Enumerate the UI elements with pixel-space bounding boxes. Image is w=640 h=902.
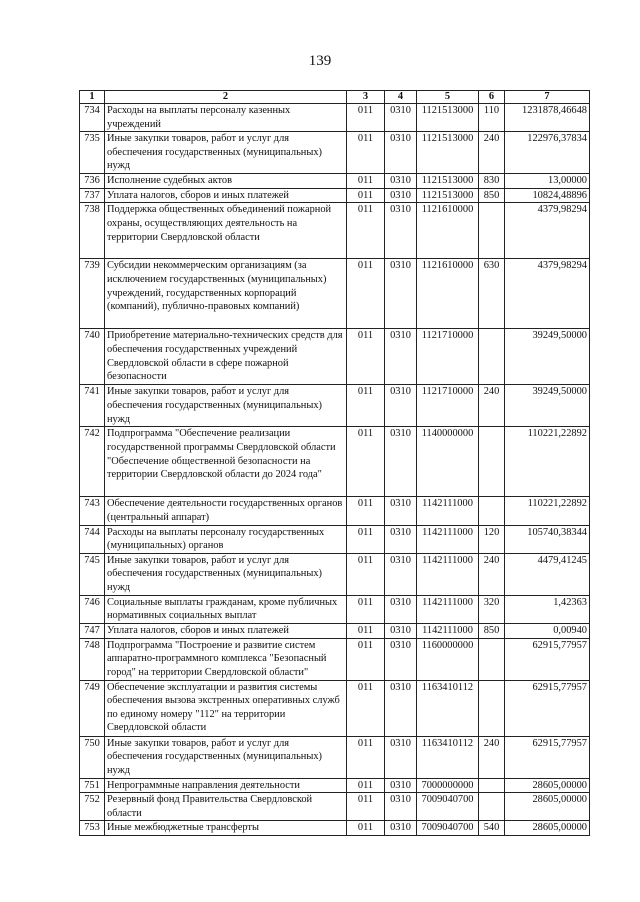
row-section-code: 0310 (385, 793, 417, 821)
table-row (80, 638, 590, 680)
row-ministry-code: 011 (347, 821, 385, 836)
row-section-code: 0310 (385, 497, 417, 525)
row-section-code: 0310 (385, 259, 417, 329)
table-row (80, 104, 590, 132)
row-target-code: 1142111000 (417, 525, 479, 553)
row-expense-type (479, 497, 505, 525)
row-section-code: 0310 (385, 427, 417, 497)
row-section-code: 0310 (385, 821, 417, 836)
table-row (80, 329, 590, 385)
row-name: Иные закупки товаров, работ и услуг для обеспечения государственных (муниципальных) нужд (105, 385, 347, 427)
row-number: 741 (80, 385, 105, 427)
row-section-code: 0310 (385, 329, 417, 385)
row-target-code: 1121610000 (417, 259, 479, 329)
row-expense-type: 240 (479, 553, 505, 595)
row-name: Уплата налогов, сборов и иных платежей (105, 623, 347, 638)
row-expense-type: 850 (479, 623, 505, 638)
row-expense-type: 830 (479, 174, 505, 189)
row-amount: 122976,37834 (505, 132, 590, 174)
row-section-code: 0310 (385, 638, 417, 680)
row-section-code: 0310 (385, 188, 417, 203)
row-amount: 1,42363 (505, 595, 590, 623)
row-name: Подпрограмма "Обеспечение реализации государственной программы Свердловской области "Обеспечение общественной безопасности на территории Свердловской области до 2024 года" (105, 427, 347, 497)
header-col-2: 2 (105, 91, 347, 104)
table-row (80, 793, 590, 821)
row-name: Иные межбюджетные трансферты (105, 821, 347, 836)
table-body (80, 104, 590, 836)
row-target-code: 1142111000 (417, 497, 479, 525)
row-name: Непрограммные направления деятельности (105, 778, 347, 793)
row-amount: 1231878,46648 (505, 104, 590, 132)
row-expense-type (479, 329, 505, 385)
row-amount: 28605,00000 (505, 821, 590, 836)
row-number: 748 (80, 638, 105, 680)
table-row (80, 259, 590, 329)
row-ministry-code: 011 (347, 778, 385, 793)
table-row (80, 680, 590, 736)
header-col-6: 6 (479, 91, 505, 104)
header-col-3: 3 (347, 91, 385, 104)
row-ministry-code: 011 (347, 623, 385, 638)
table-row (80, 427, 590, 497)
row-target-code: 1121610000 (417, 203, 479, 259)
row-amount: 39249,50000 (505, 385, 590, 427)
row-target-code: 1142111000 (417, 553, 479, 595)
row-name: Обеспечение эксплуатации и развития системы обеспечения вызова экстренных оперативных служб по единому номеру "112" на территории Свердловской области (105, 680, 347, 736)
row-ministry-code: 011 (347, 385, 385, 427)
row-name: Подпрограмма "Построение и развитие систем аппаратно-программного комплекса "Безопасный город" на территории Свердловской области" (105, 638, 347, 680)
row-section-code: 0310 (385, 553, 417, 595)
row-target-code: 1121513000 (417, 104, 479, 132)
row-name: Иные закупки товаров, работ и услуг для обеспечения государственных (муниципальных) нужд (105, 736, 347, 778)
row-ministry-code: 011 (347, 638, 385, 680)
row-name: Субсидии некоммерческим организациям (за исключением государственных (муниципальных) учреждений, государственных корпораций (компаний), публично-правовых компаний) (105, 259, 347, 329)
row-target-code: 7000000000 (417, 778, 479, 793)
row-number: 735 (80, 132, 105, 174)
row-name: Уплата налогов, сборов и иных платежей (105, 188, 347, 203)
table-row (80, 623, 590, 638)
row-ministry-code: 011 (347, 174, 385, 189)
table-row (80, 132, 590, 174)
row-amount: 28605,00000 (505, 778, 590, 793)
header-col-7: 7 (505, 91, 590, 104)
row-ministry-code: 011 (347, 497, 385, 525)
row-name: Социальные выплаты гражданам, кроме публичных нормативных социальных выплат (105, 595, 347, 623)
row-number: 734 (80, 104, 105, 132)
row-target-code: 1121513000 (417, 174, 479, 189)
table-row (80, 525, 590, 553)
row-target-code: 1121710000 (417, 385, 479, 427)
row-target-code: 1121710000 (417, 329, 479, 385)
row-expense-type (479, 778, 505, 793)
row-amount: 4479,41245 (505, 553, 590, 595)
row-expense-type: 240 (479, 736, 505, 778)
row-ministry-code: 011 (347, 680, 385, 736)
row-amount: 62915,77957 (505, 736, 590, 778)
row-number: 736 (80, 174, 105, 189)
header-col-4: 4 (385, 91, 417, 104)
row-amount: 62915,77957 (505, 680, 590, 736)
table-row (80, 595, 590, 623)
row-section-code: 0310 (385, 623, 417, 638)
row-amount: 4379,98294 (505, 259, 590, 329)
row-amount: 10824,48896 (505, 188, 590, 203)
row-ministry-code: 011 (347, 553, 385, 595)
row-expense-type: 110 (479, 104, 505, 132)
row-expense-type (479, 427, 505, 497)
row-name: Приобретение материально-технических средств для обеспечения государственных учреждений Свердловской области в сфере пожарной безопасности (105, 329, 347, 385)
row-name: Иные закупки товаров, работ и услуг для обеспечения государственных (муниципальных) нужд (105, 553, 347, 595)
row-amount: 13,00000 (505, 174, 590, 189)
row-number: 753 (80, 821, 105, 836)
row-target-code: 1121513000 (417, 132, 479, 174)
row-section-code: 0310 (385, 174, 417, 189)
table-row (80, 821, 590, 836)
row-target-code: 7009040700 (417, 793, 479, 821)
row-expense-type: 630 (479, 259, 505, 329)
row-expense-type: 240 (479, 385, 505, 427)
row-number: 743 (80, 497, 105, 525)
table-row (80, 736, 590, 778)
row-ministry-code: 011 (347, 595, 385, 623)
row-amount: 62915,77957 (505, 638, 590, 680)
row-expense-type: 540 (479, 821, 505, 836)
header-col-1: 1 (80, 91, 105, 104)
row-target-code: 1142111000 (417, 623, 479, 638)
row-section-code: 0310 (385, 525, 417, 553)
row-expense-type: 120 (479, 525, 505, 553)
row-amount: 110221,22892 (505, 497, 590, 525)
row-ministry-code: 011 (347, 736, 385, 778)
row-expense-type (479, 680, 505, 736)
table-row (80, 497, 590, 525)
row-ministry-code: 011 (347, 188, 385, 203)
row-expense-type: 850 (479, 188, 505, 203)
page-number: 139 (308, 53, 332, 69)
row-amount: 28605,00000 (505, 793, 590, 821)
row-section-code: 0310 (385, 203, 417, 259)
table-row (80, 188, 590, 203)
row-number: 745 (80, 553, 105, 595)
row-ministry-code: 011 (347, 525, 385, 553)
row-target-code: 1163410112 (417, 736, 479, 778)
row-name: Поддержка общественных объединений пожарной охраны, осуществляющих деятельность на территории Свердловской области (105, 203, 347, 259)
row-number: 737 (80, 188, 105, 203)
row-name: Расходы на выплаты персоналу государственных (муниципальных) органов (105, 525, 347, 553)
row-amount: 4379,98294 (505, 203, 590, 259)
row-ministry-code: 011 (347, 104, 385, 132)
row-expense-type (479, 793, 505, 821)
row-section-code: 0310 (385, 132, 417, 174)
row-amount: 110221,22892 (505, 427, 590, 497)
table-row (80, 778, 590, 793)
row-amount: 39249,50000 (505, 329, 590, 385)
row-number: 739 (80, 259, 105, 329)
row-section-code: 0310 (385, 736, 417, 778)
row-number: 746 (80, 595, 105, 623)
row-ministry-code: 011 (347, 427, 385, 497)
row-target-code: 1160000000 (417, 638, 479, 680)
row-amount: 105740,38344 (505, 525, 590, 553)
row-ministry-code: 011 (347, 793, 385, 821)
table-row (80, 203, 590, 259)
row-name: Расходы на выплаты персоналу казенных учреждений (105, 104, 347, 132)
row-number: 752 (80, 793, 105, 821)
row-ministry-code: 011 (347, 329, 385, 385)
row-number: 749 (80, 680, 105, 736)
row-number: 750 (80, 736, 105, 778)
row-expense-type: 240 (479, 132, 505, 174)
row-section-code: 0310 (385, 595, 417, 623)
row-name: Иные закупки товаров, работ и услуг для обеспечения государственных (муниципальных) нужд (105, 132, 347, 174)
table-row (80, 553, 590, 595)
row-expense-type (479, 203, 505, 259)
row-number: 744 (80, 525, 105, 553)
row-target-code: 1140000000 (417, 427, 479, 497)
row-section-code: 0310 (385, 385, 417, 427)
row-number: 751 (80, 778, 105, 793)
row-expense-type (479, 638, 505, 680)
row-name: Обеспечение деятельности государственных органов (центральный аппарат) (105, 497, 347, 525)
row-expense-type: 320 (479, 595, 505, 623)
row-name: Резервный фонд Правительства Свердловской области (105, 793, 347, 821)
row-number: 740 (80, 329, 105, 385)
row-number: 747 (80, 623, 105, 638)
row-ministry-code: 011 (347, 259, 385, 329)
row-number: 742 (80, 427, 105, 497)
table-row (80, 385, 590, 427)
row-number: 738 (80, 203, 105, 259)
row-target-code: 1121513000 (417, 188, 479, 203)
row-section-code: 0310 (385, 104, 417, 132)
row-target-code: 1142111000 (417, 595, 479, 623)
row-ministry-code: 011 (347, 132, 385, 174)
budget-table (79, 90, 590, 836)
row-section-code: 0310 (385, 778, 417, 793)
table-header-row (80, 91, 590, 104)
header-col-5: 5 (417, 91, 479, 104)
row-ministry-code: 011 (347, 203, 385, 259)
row-target-code: 1163410112 (417, 680, 479, 736)
row-target-code: 7009040700 (417, 821, 479, 836)
table-row (80, 174, 590, 189)
row-section-code: 0310 (385, 680, 417, 736)
row-amount: 0,00940 (505, 623, 590, 638)
row-name: Исполнение судебных актов (105, 174, 347, 189)
